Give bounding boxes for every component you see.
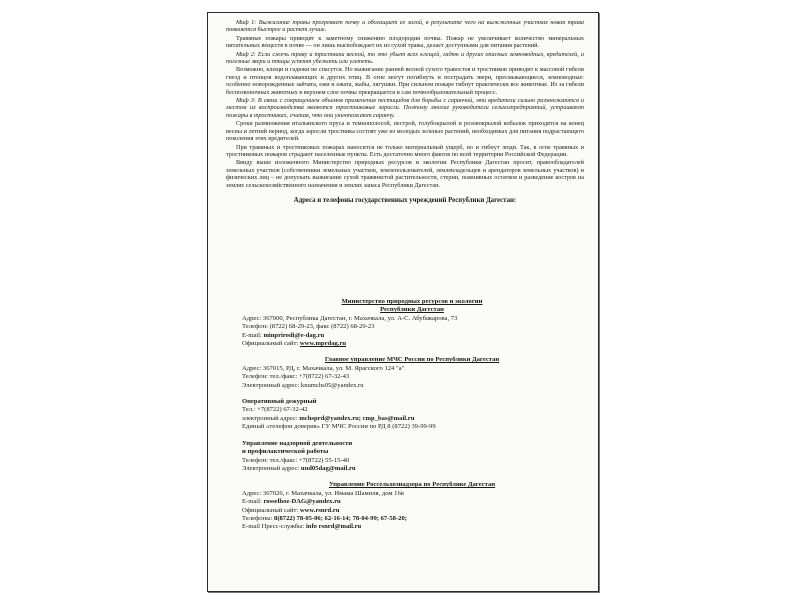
paragraph-myth-2: Миф 2: Если сжечь траву и тростники весной, то это убьет всех клещей, гадюк и других опасных земноводных, вредителей, а полезные звери и птицы успеют убежать или улететь. (226, 50, 584, 66)
site-label: Официальный сайт: (242, 340, 300, 348)
paragraph: При травяных и тростниковых пожарах наносится не только материальный ущерб, но и гибнут люди. Так, в огне травяных и тростниковых пожаров страдают населенные пункты. Есть достаточно много фактов по всей территории Российской Федерации. (226, 143, 584, 158)
email-link[interactable]: minprirodi@e-dag.ru (263, 331, 325, 339)
email-line: Электронный адрес: knumchs05@yandex.ru (242, 381, 364, 389)
paragraph-myth-3: Миф 3: В связи с сокращением объемов применения пестицидов для борьбы с саранчой, эти вредители сильно размножаются и местом их воспроизводства являются тростниковые заросли. Поэтому многие руководители сельхозпредприятий, устраивают пожары в тростниках, считая, что они уничтожают саранчу. (226, 97, 584, 119)
paragraph: Травяные пожары приводят к заметному снижению плодородия почвы. Пожар не увеличивает количество минеральных питательных веществ в почве — он лишь высвобождает их из сухой травы, делает доступными для питания растений. (226, 34, 584, 50)
org-ministry (242, 298, 582, 348)
org-title: Управление надзорной деятельности (242, 439, 353, 447)
phones-line (242, 515, 582, 523)
site-line (242, 340, 582, 348)
org-title: Главное управление МЧС России по Республики Дагестан (324, 356, 500, 364)
email-line (242, 332, 582, 340)
site-link[interactable]: www.mprdag.ru (299, 340, 347, 348)
org-rosselhoz (242, 481, 582, 531)
email-label: Электронный адрес: (242, 464, 301, 472)
press-email-link[interactable]: info rsnrd@mail.ru (305, 523, 362, 531)
paragraph: Ввиду выше изложенного Министерство природных ресурсов и экологии Республики Дагестан просит, правообладателей земельных участков (собственники земельных участков, землепользователей, землевладельцев и арендаторов земельных участков) и физических лиц – не допускать выжигание сухой травянистой растительности, стерни, пожнивных остатков и разведение костров на землях сельскохозяйственного назначения и землях запаса Республики Дагестан. (226, 159, 584, 189)
org-title-line2: Республики Дагестан (380, 306, 444, 314)
org-title: Министерство природных ресурсов и экологии (341, 298, 483, 305)
phones-label: Телефоны: (242, 514, 275, 522)
org-title: Управление Россельхознадзора по Республике Дагестан (328, 481, 496, 489)
phone: Тел.: +7(8722) 67-32-42 (242, 406, 308, 414)
email-line (242, 498, 582, 506)
paragraph: Возможно, клещи и гадюки не спасутся. Но выжигание ранней весной сухого травостоя и тростников приводит к массовой гибели гнезд и птенцов водоплавающих и других птиц. В огне могут погибнуть и пострадать звери, пресмыкающиеся, земноводные: особенно новорожденные зайчата, ежи и ежата, жабы, лягушки. При сильном пожаре гибнут практически все животные. Из за гибели беспозвоночных животных в верхнем слое почвы прекращается и сам почвообразовательный процесс. (226, 66, 584, 96)
address: Адрес: 367015, РД, г. Махачкала, ул. М. Ярагского 124 "а" (242, 364, 405, 372)
email-line (242, 465, 582, 473)
email-label: E-mail: (242, 331, 264, 339)
email-link[interactable]: rosselhoz-DAG@yandex.ru (263, 498, 341, 506)
email-link[interactable]: und05dag@mail.ru (300, 464, 356, 472)
email-label: E-mail: (242, 498, 264, 506)
email-link[interactable]: mchsprd@yandex.ru; cmp_bas@mail.ru (299, 414, 415, 422)
org-title: Оперативный дежурный (242, 398, 317, 406)
org-supervision (242, 440, 582, 474)
section-title: Адреса и телефоны государственных учреждений Республики Дагестан: (293, 196, 517, 204)
org-duty (242, 398, 582, 432)
phones-value: 8(8722) 78-05-06; 62-16-14; 78-04-99; 67-58-20; (274, 514, 407, 522)
press-label: E-mail Пресс-службы: (242, 523, 306, 531)
contacts-block (242, 298, 582, 540)
phone: Телефон: (8722) 68-29-23, факс (8722) 68-29-23 (242, 323, 375, 331)
address: Адрес: 367000, Республика Дагестан, г. Махачкала, ул. А-С. Абубакарова, 73 (242, 314, 458, 322)
site-label: Официальный сайт: (242, 506, 300, 514)
site-line (242, 507, 582, 515)
phone: Телефон: тел./факс: +7(8722) 67-32-43 (242, 373, 350, 381)
address: Адрес: 367026, г. Махачкала, ул. Имама Шамиля, дом 16в (242, 489, 404, 497)
org-mchs (242, 356, 582, 390)
press-email-line (242, 523, 582, 531)
email-label: электронный адрес: (242, 414, 300, 422)
email-line (242, 415, 582, 423)
hotline: Единый «телефон доверия» ГУ МЧС России по РД 8 (8722) 39-99-99 (242, 423, 436, 431)
org-title-line2: и профилактической работы (242, 448, 329, 456)
site-link[interactable]: www.rsnrd.ru (299, 506, 340, 514)
document-body (226, 19, 584, 210)
phone: Телефон: тел./факс: +7(8722) 55-15-40 (242, 456, 350, 464)
paragraph-myth-1: Миф 1: Выжигание травы прогревает почву и обогащает ее золой, в результате чего на выжженных участках новая трава появляется быстрее и растет лучше. (226, 19, 584, 34)
paragraph: Сроки размножения итальянского пруса и темнополосой, пестрой, голубокрылой и розовокрылой кобылок приходятся на конец весны и летний период, когда заросли тростника состоят уже из молодых зеленых растений, необходимых для питания подрастающего поколения этих вредителей. (226, 120, 584, 143)
